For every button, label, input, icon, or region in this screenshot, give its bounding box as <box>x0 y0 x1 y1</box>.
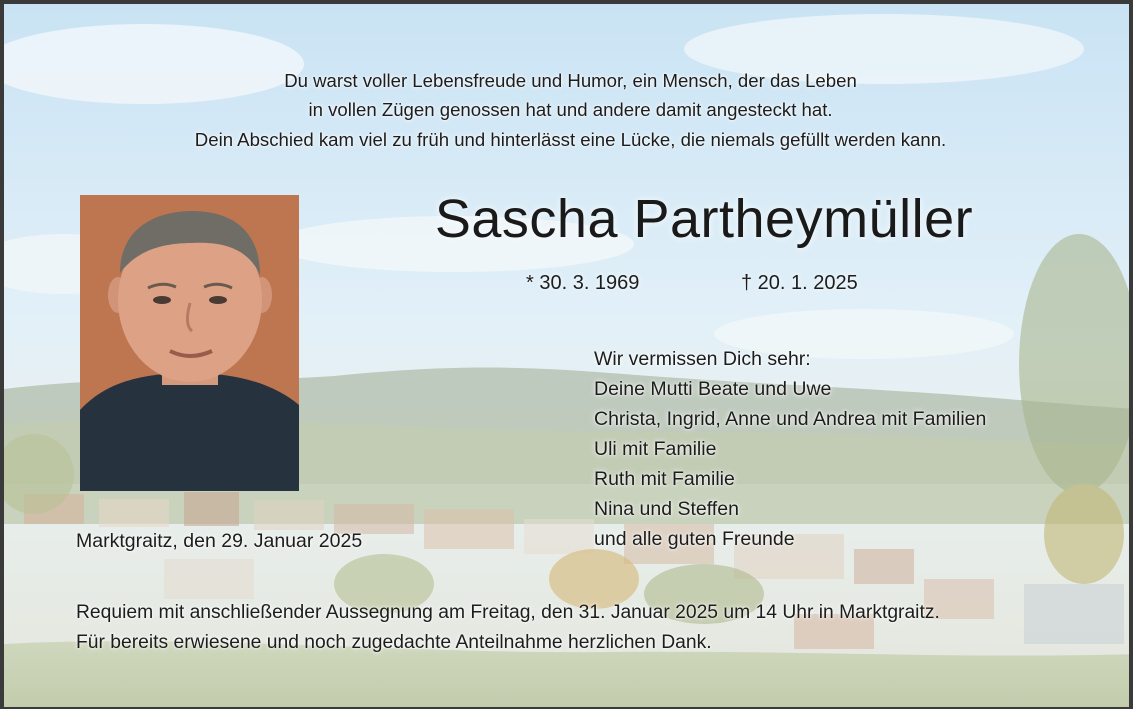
motto-line-2: in vollen Zügen genossen hat und andere damit angesteckt hat. <box>308 99 833 120</box>
deceased-name: Sascha Partheymüller <box>434 189 974 249</box>
mourner-line: Ruth mit Familie <box>594 468 735 490</box>
motto-line-1: Du warst voller Lebensfreude und Humor, ein Mensch, der das Leben <box>284 70 857 91</box>
motto-line-3: Dein Abschied kam viel zu früh und hinterlässt eine Lücke, die niemals gefüllt werden kann. <box>194 129 947 150</box>
portrait-photo <box>80 195 299 491</box>
mourner-line: Deine Mutti Beate und Uwe <box>594 378 832 400</box>
mourner-line: Christa, Ingrid, Anne und Andrea mit Familien <box>594 408 987 430</box>
service-notice: Requiem mit anschließender Aussegnung am Freitag, den 31. Januar 2025 um 14 Uhr in Marktgraitz. <box>76 602 940 623</box>
mourner-line: Uli mit Familie <box>594 438 717 460</box>
birth-date: * 30. 3. 1969 <box>526 272 640 294</box>
mourner-line: Nina und Steffen <box>594 498 739 520</box>
mourner-line: Wir vermissen Dich sehr: <box>594 348 811 370</box>
place-and-date: Marktgraitz, den 29. Januar 2025 <box>76 530 363 552</box>
mourner-line: und alle guten Freunde <box>594 528 795 550</box>
portrait-illustration <box>80 195 299 491</box>
death-date: † 20. 1. 2025 <box>741 272 858 294</box>
thanks-notice: Für bereits erwiesene und noch zugedachte Anteilnahme herzlichen Dank. <box>76 632 712 653</box>
